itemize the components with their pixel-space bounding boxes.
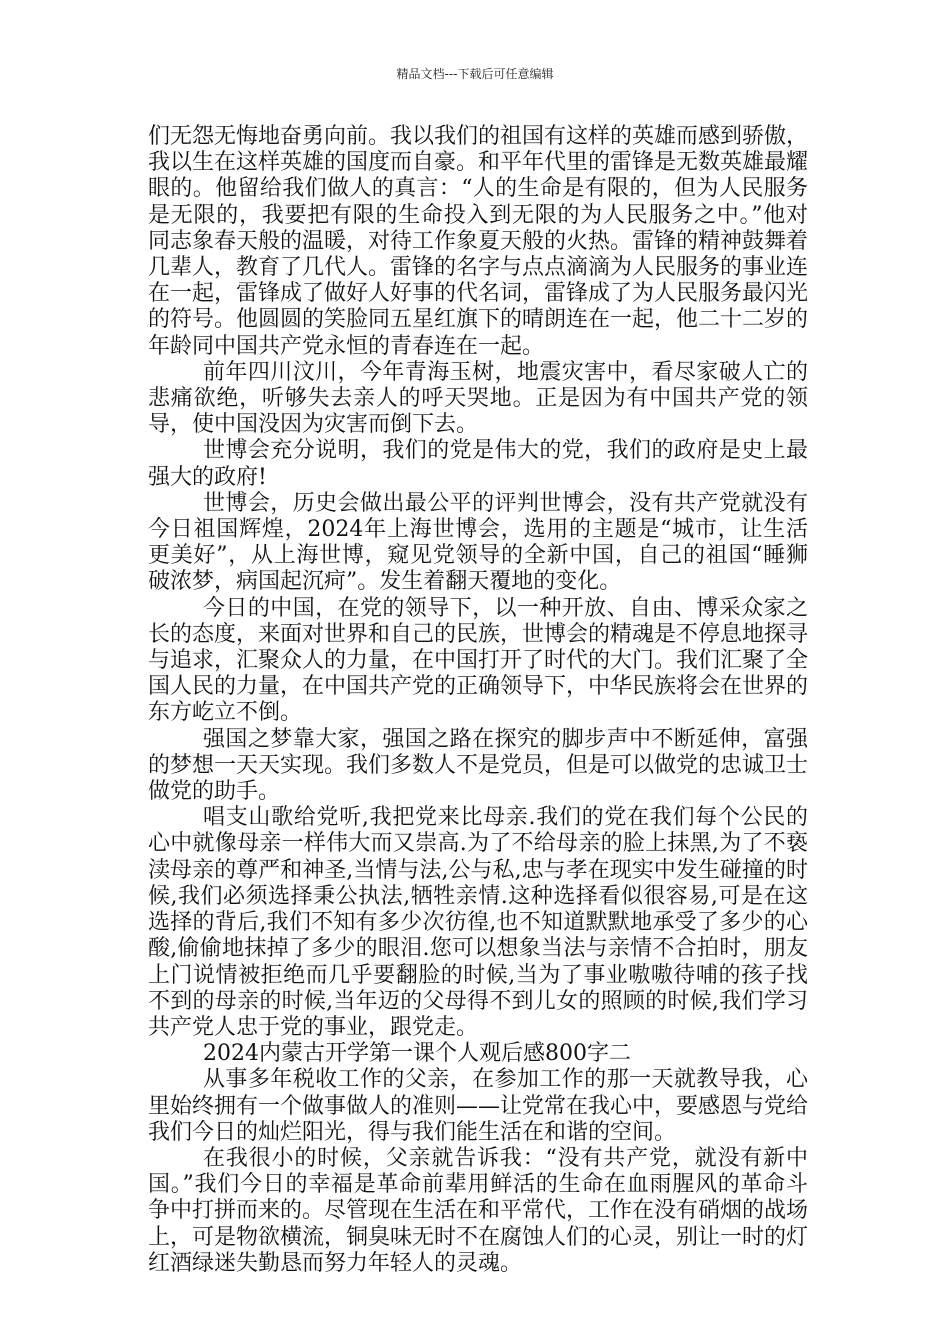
paragraph: 强国之梦靠大家，强国之路在探究的脚步声中不断延伸，富强的梦想一天天实现。我们多数人不是党员，但是可以做党的忠诚卫士做党的助手。 [148, 726, 809, 805]
page-header: 精品文档---下载后可任意编辑 [396, 67, 554, 81]
document-body [148, 124, 808, 1277]
paragraph: 从事多年税收工作的父亲，在参加工作的那一天就教导我，心里始终拥有一个做事做人的准则——让党常在我心中，要感恩与党给我们今日的灿烂阳光，得与我们能生活在和谐的空间。 [148, 1067, 809, 1145]
paragraph: 唱支山歌给党听,我把党来比母亲.我们的党在我们每个公民的心中就像母亲一样伟大而又崇高.为了不给母亲的脸上抹黑,为了不亵渎母亲的尊严和神圣,当情与法,公与私,忠与孝在现实中发生碰撞的时候,我们必须选择秉公执法,牺牲亲情.这种选择看似很容易,可是在这选择的背后,我们不知有多少次彷徨,也不知道默默地承受了多少的心酸,偷偷地抹掉了多少的眼泪.您可以想象当法与亲情不合拍时，朋友上门说情被拒绝而几乎要翻脸的时候,当为了事业嗷嗷待哺的孩子找不到的母亲的时候,当年迈的父母得不到儿女的照顾的时候,我们学习共产党人忠于党的事业，跟党走。 [148, 805, 808, 1040]
section-heading: 2024内蒙古开学第一课个人观后感800字二 [203, 1041, 631, 1067]
paragraph: 们无怨无悔地奋勇向前。我以我们的祖国有这样的英雄而感到骄傲，我以生在这样英雄的国度而自豪。和平年代里的雷锋是无数英雄最耀眼的。他留给我们做人的真言：“人的生命是有限的，但为人民服务是无限的，我要把有限的生命投入到无限的为人民服务之中。”他对同志象春天般的温暖，对待工作象夏天般的火热。雷锋的精神鼓舞着几辈人，教育了几代人。雷锋的名字与点点滴滴为人民服务的事业连在一起，雷锋成了做好人好事的代名词，雷锋成了为人民服务最闪光的符号。他圆圆的笑脸同五星红旗下的晴朗连在一起，他二十二岁的年龄同中国共产党永恒的青春连在一起。 [148, 124, 809, 359]
paragraph: 前年四川汶川，今年青海玉树，地震灾害中，看尽家破人亡的悲痛欲绝，听够失去亲人的呼天哭地。正是因为有中国共产党的领导，使中国没因为灾害而倒下去。 [148, 359, 808, 438]
paragraph: 世博会充分说明，我们的党是伟大的党，我们的政府是史上最强大的政府! [148, 438, 808, 490]
paragraph: 今日的中国，在党的领导下，以一种开放、自由、博采众家之长的态度，来面对世界和自己的民族，世博会的精魂是不停息地探寻与追求，汇聚众人的力量，在中国打开了时代的大门。我们汇聚了全国人民的力量，在中国共产党的正确领导下，中华民族将会在世界的东方屹立不倒。 [148, 595, 809, 726]
paragraph: 在我很小的时候，父亲就告诉我：“没有共产党，就没有新中国。”我们今日的幸福是革命前辈用鲜活的生命在血雨腥风的革命斗争中打拼而来的。尽管现在生活在和平常代，工作在没有硝烟的战场上，可是物欲横流，铜臭味无时不在腐蚀人们的心灵，别让一时的灯红酒绿迷失勤恳而努力年轻人的灵魂。 [148, 1145, 809, 1276]
paragraph: 世博会，历史会做出最公平的评判世博会，没有共产党就没有今日祖国辉煌，2024年上海世博会，选用的主题是“城市，让生活更美好”，从上海世博，窥见党领导的全新中国，自己的祖国“睡狮破浓梦，病国起沉疴”。发生着翻天覆地的变化。 [148, 490, 808, 595]
